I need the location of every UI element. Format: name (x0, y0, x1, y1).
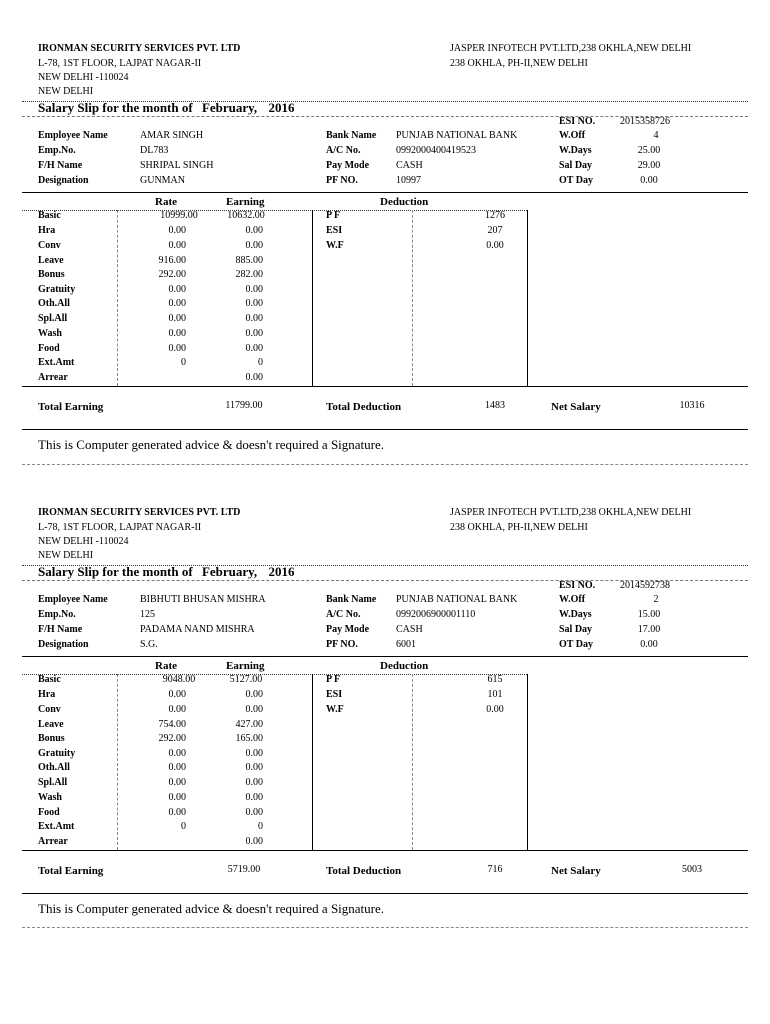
company-address-line-3: NEW DELHI (38, 86, 94, 97)
table-top-rule (22, 192, 748, 193)
bank-name-label: Bank Name (326, 594, 377, 605)
earning-label-conv: Conv (38, 704, 61, 715)
deduction-esi: 207 (487, 225, 503, 236)
earning-label-basic: Basic (38, 674, 61, 685)
deduction-header: Deduction (380, 196, 429, 208)
pay-mode: CASH (396, 160, 423, 171)
earning-label-bonus: Bonus (38, 733, 65, 744)
deduction-header: Deduction (380, 660, 429, 672)
earning-ext-amt: 0 (258, 821, 263, 832)
total-deduction-label: Total Deduction (326, 401, 402, 413)
deduction-label-esi: ESI (326, 225, 343, 236)
totals-rule (22, 893, 748, 894)
designation: S.G. (140, 639, 158, 650)
pf-no-label: PF NO. (326, 175, 358, 186)
earning-wash: 0.00 (245, 792, 263, 803)
slip-year: 2016 (268, 564, 295, 579)
emp-no: 125 (140, 609, 155, 620)
employee-name-label: Employee Name (38, 130, 108, 141)
slip-year: 2016 (268, 100, 295, 115)
rate-bonus: 292.00 (158, 269, 186, 280)
esi-no: 2014592738 (620, 580, 670, 591)
otday-label: OT Day (559, 639, 593, 650)
company-name: IRONMAN SECURITY SERVICES PVT. LTD (38, 507, 241, 518)
earning-gratuity: 0.00 (245, 748, 263, 759)
rate-ext-amt: 0 (181, 821, 186, 832)
client-line-1: JASPER INFOTECH PVT.LTD,238 OKHLA,NEW DELHI (450, 507, 692, 518)
fh-name: PADAMA NAND MISHRA (140, 624, 255, 635)
salday-label: Sal Day (559, 624, 593, 635)
esi-no: 2015358726 (620, 116, 670, 127)
rate-ext-amt: 0 (181, 357, 186, 368)
pf-no-label: PF NO. (326, 639, 358, 650)
designation-label: Designation (38, 639, 89, 650)
earning-arrear: 0.00 (245, 836, 263, 847)
salary-slip-1 (0, 0, 770, 464)
earning-ext-amt: 0 (258, 357, 263, 368)
wdays-label: W.Days (559, 145, 592, 156)
pay-mode-label: Pay Mode (326, 160, 370, 171)
earning-oth-all: 0.00 (245, 762, 263, 773)
slip-title (38, 564, 294, 580)
emp-no-label: Emp.No. (38, 609, 76, 620)
otday-label: OT Day (559, 175, 593, 186)
earning-food: 0.00 (245, 807, 263, 818)
earning-label-conv: Conv (38, 240, 61, 251)
ac-no: 0992000400419523 (396, 145, 476, 156)
earning-label-leave: Leave (38, 719, 64, 730)
rate-leave: 754.00 (158, 719, 186, 730)
slip-month: February, (201, 100, 258, 115)
earning-hra: 0.00 (245, 225, 263, 236)
cut-line (22, 927, 748, 928)
company-address-line-1: L-78, 1ST FLOOR, LAJPAT NAGAR-II (38, 522, 202, 533)
rate-spl-all: 0.00 (168, 777, 186, 788)
esi-no-label: ESI NO. (559, 580, 596, 591)
earning-label-food: Food (38, 807, 60, 818)
employee-name: AMAR SINGH (140, 130, 204, 141)
woff-label: W.Off (559, 130, 586, 141)
deduction-column-divider (412, 674, 413, 850)
otday-value: 0.00 (640, 175, 658, 186)
total-earning: 5719.00 (227, 864, 261, 875)
deduction-label-wf: W.F (326, 704, 344, 715)
total-deduction-label: Total Deduction (326, 865, 402, 877)
salday-value: 17.00 (637, 624, 661, 635)
earning-basic: 5127.00 (229, 674, 263, 685)
earning-bonus: 165.00 (235, 733, 263, 744)
earning-deduction-divider (312, 210, 313, 386)
emp-no: DL783 (140, 145, 169, 156)
company-name: IRONMAN SECURITY SERVICES PVT. LTD (38, 43, 241, 54)
rate-bonus: 292.00 (158, 733, 186, 744)
rate-food: 0.00 (168, 343, 186, 354)
company-address-line-1: L-78, 1ST FLOOR, LAJPAT NAGAR-II (38, 58, 202, 69)
computer-generated-note: This is Computer generated advice & doesn't required a Signature. (38, 437, 385, 452)
earning-label-wash: Wash (38, 792, 62, 803)
earning-label-gratuity: Gratuity (38, 284, 76, 295)
net-salary-label: Net Salary (551, 401, 601, 413)
earning-label-leave: Leave (38, 255, 64, 266)
rate-basic: 9048.00 (162, 674, 196, 685)
earning-label-bonus: Bonus (38, 269, 65, 280)
rate-header: Rate (155, 196, 177, 208)
rate-wash: 0.00 (168, 792, 186, 803)
ac-no-label: A/C No. (326, 145, 361, 156)
earning-label-arrear: Arrear (38, 836, 68, 847)
earning-conv: 0.00 (245, 240, 263, 251)
woff-value: 2 (653, 594, 659, 605)
earning-basic: 10632.00 (227, 210, 265, 221)
wdays-value: 15.00 (637, 609, 661, 620)
total-earning-label: Total Earning (38, 401, 104, 413)
label-column-divider (117, 674, 118, 850)
pay-mode-label: Pay Mode (326, 624, 370, 635)
pay-mode: CASH (396, 624, 423, 635)
deduction-right-divider (527, 210, 528, 386)
earning-label-basic: Basic (38, 210, 61, 221)
earning-header: Earning (226, 660, 265, 672)
earning-label-hra: Hra (38, 225, 56, 236)
rate-hra: 0.00 (168, 689, 186, 700)
total-deduction: 716 (487, 864, 503, 875)
rate-oth-all: 0.00 (168, 762, 186, 773)
earning-label-spl-all: Spl.All (38, 313, 68, 324)
deduction-label-pf: P F (326, 210, 341, 221)
earning-spl-all: 0.00 (245, 777, 263, 788)
rate-spl-all: 0.00 (168, 313, 186, 324)
wdays-value: 25.00 (637, 145, 661, 156)
company-address-line-3: NEW DELHI (38, 550, 94, 561)
client-line-2: 238 OKHLA, PH-II,NEW DELHI (450, 522, 588, 533)
bank-name: PUNJAB NATIONAL BANK (396, 594, 518, 605)
earning-spl-all: 0.00 (245, 313, 263, 324)
total-earning: 11799.00 (225, 400, 263, 411)
earning-leave: 427.00 (235, 719, 263, 730)
employee-name-label: Employee Name (38, 594, 108, 605)
total-deduction: 1483 (485, 400, 505, 411)
company-address-line-2: NEW DELHI -110024 (38, 536, 129, 547)
salday-value: 29.00 (637, 160, 661, 171)
slip-title-text: Salary Slip for the month of (38, 564, 193, 579)
earning-label-oth-all: Oth.All (38, 762, 70, 773)
deduction-label-wf: W.F (326, 240, 344, 251)
earning-wash: 0.00 (245, 328, 263, 339)
earning-label-oth-all: Oth.All (38, 298, 70, 309)
rate-basic: 10999.00 (160, 210, 198, 221)
company-address-line-2: NEW DELHI -110024 (38, 72, 129, 83)
earning-hra: 0.00 (245, 689, 263, 700)
client-line-2: 238 OKHLA, PH-II,NEW DELHI (450, 58, 588, 69)
earning-food: 0.00 (245, 343, 263, 354)
earning-arrear: 0.00 (245, 372, 263, 383)
net-salary: 5003 (682, 864, 702, 875)
salary-slip-2 (0, 464, 770, 928)
deduction-esi: 101 (487, 689, 503, 700)
deduction-wf: 0.00 (486, 704, 504, 715)
esi-no-label: ESI NO. (559, 116, 596, 127)
fh-name: SHRIPAL SINGH (140, 160, 214, 171)
earning-label-arrear: Arrear (38, 372, 68, 383)
deduction-pf: 615 (487, 674, 503, 685)
earning-leave: 885.00 (235, 255, 263, 266)
deduction-label-esi: ESI (326, 689, 343, 700)
rate-leave: 916.00 (158, 255, 186, 266)
label-column-divider (117, 210, 118, 386)
ac-no: 0992006900001110 (396, 609, 476, 620)
rate-conv: 0.00 (168, 240, 186, 251)
rate-wash: 0.00 (168, 328, 186, 339)
deduction-column-divider (412, 210, 413, 386)
table-bottom-rule (22, 850, 748, 851)
rate-food: 0.00 (168, 807, 186, 818)
bank-name: PUNJAB NATIONAL BANK (396, 130, 518, 141)
pf-no: 10997 (396, 175, 421, 186)
pf-no: 6001 (396, 639, 416, 650)
rate-gratuity: 0.00 (168, 284, 186, 295)
total-earning-label: Total Earning (38, 865, 104, 877)
earning-gratuity: 0.00 (245, 284, 263, 295)
woff-label: W.Off (559, 594, 586, 605)
fh-name-label: F/H Name (38, 160, 83, 171)
slip-month: February, (201, 564, 258, 579)
deduction-label-pf: P F (326, 674, 341, 685)
earning-oth-all: 0.00 (245, 298, 263, 309)
designation: GUNMAN (140, 175, 185, 186)
earning-bonus: 282.00 (235, 269, 263, 280)
deduction-pf: 1276 (485, 210, 505, 221)
rate-hra: 0.00 (168, 225, 186, 236)
table-top-rule (22, 656, 748, 657)
deduction-right-divider (527, 674, 528, 850)
net-salary: 10316 (679, 400, 705, 411)
wdays-label: W.Days (559, 609, 592, 620)
rate-gratuity: 0.00 (168, 748, 186, 759)
salday-label: Sal Day (559, 160, 593, 171)
bank-name-label: Bank Name (326, 130, 377, 141)
earning-label-spl-all: Spl.All (38, 777, 68, 788)
otday-value: 0.00 (640, 639, 658, 650)
earning-label-ext-amt: Ext.Amt (38, 821, 75, 832)
ac-no-label: A/C No. (326, 609, 361, 620)
earning-label-wash: Wash (38, 328, 62, 339)
slip-title (38, 100, 294, 116)
totals-rule (22, 429, 748, 430)
fh-name-label: F/H Name (38, 624, 83, 635)
employee-name: BIBHUTI BHUSAN MISHRA (140, 594, 266, 605)
earning-label-hra: Hra (38, 689, 56, 700)
slip-title-text: Salary Slip for the month of (38, 100, 193, 115)
rate-header: Rate (155, 660, 177, 672)
woff-value: 4 (653, 130, 659, 141)
net-salary-label: Net Salary (551, 865, 601, 877)
designation-label: Designation (38, 175, 89, 186)
emp-no-label: Emp.No. (38, 145, 76, 156)
table-bottom-rule (22, 386, 748, 387)
rate-oth-all: 0.00 (168, 298, 186, 309)
rate-conv: 0.00 (168, 704, 186, 715)
deduction-wf: 0.00 (486, 240, 504, 251)
earning-header: Earning (226, 196, 265, 208)
earning-label-food: Food (38, 343, 60, 354)
computer-generated-note: This is Computer generated advice & doesn't required a Signature. (38, 901, 385, 916)
earning-conv: 0.00 (245, 704, 263, 715)
client-line-1: JASPER INFOTECH PVT.LTD,238 OKHLA,NEW DELHI (450, 43, 692, 54)
earning-label-gratuity: Gratuity (38, 748, 76, 759)
earning-deduction-divider (312, 674, 313, 850)
earning-label-ext-amt: Ext.Amt (38, 357, 75, 368)
